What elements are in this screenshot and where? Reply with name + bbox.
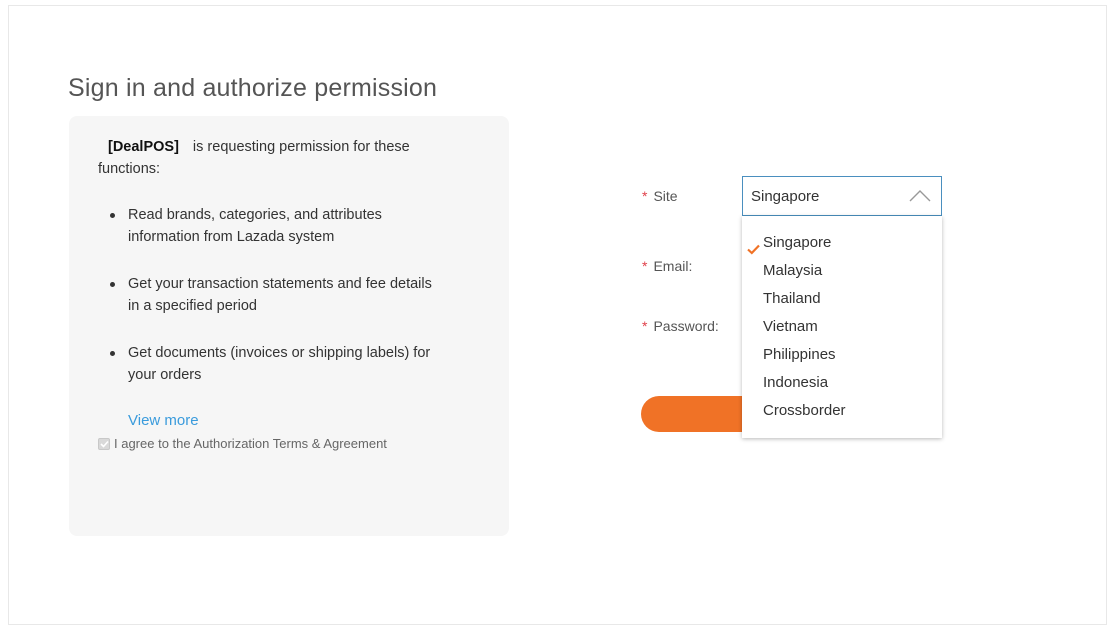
chevron-up-icon: [909, 188, 931, 206]
site-option-label: Indonesia: [763, 374, 829, 391]
site-option-label: Thailand: [763, 290, 821, 307]
required-mark: *: [642, 318, 648, 334]
app-name: [DealPOS]: [108, 139, 179, 155]
permission-list: [106, 204, 436, 411]
site-option-philippines[interactable]: [742, 341, 942, 369]
password-label: [642, 318, 719, 334]
site-option-thailand[interactable]: [742, 285, 942, 313]
site-option-label: Singapore: [763, 234, 832, 251]
permission-panel: [69, 116, 509, 536]
agree-checkbox[interactable]: [98, 438, 110, 450]
email-label: [642, 258, 692, 274]
site-select-value: Singapore: [751, 187, 820, 205]
agree-label: I agree to the Authorization Terms & Agreement: [114, 436, 387, 451]
permission-item-text: Get documents (invoices or shipping labels) for your orders: [128, 345, 431, 383]
permission-intro-text: is requesting permission for these functions:: [98, 139, 410, 177]
site-option-label: Malaysia: [763, 262, 823, 279]
bullet-icon: [110, 213, 115, 218]
permission-item: [106, 204, 436, 248]
site-option-label: Vietnam: [763, 318, 818, 335]
email-label-text: Email:: [653, 258, 693, 274]
checkbox-checked-icon: [100, 440, 109, 448]
view-more-link[interactable]: View more: [128, 412, 199, 429]
site-select[interactable]: [742, 176, 942, 216]
site-dropdown-menu: [742, 216, 942, 438]
required-mark: *: [642, 188, 648, 204]
site-option-label: Crossborder: [763, 402, 846, 419]
bullet-icon: [110, 282, 115, 287]
site-option-malaysia[interactable]: [742, 257, 942, 285]
permission-item: [106, 273, 436, 317]
site-option-indonesia[interactable]: [742, 369, 942, 397]
bullet-icon: [110, 351, 115, 356]
permission-item-text: Get your transaction statements and fee details in a specified period: [128, 276, 432, 314]
site-option-singapore[interactable]: [742, 229, 942, 257]
page-title: Sign in and authorize permission: [68, 74, 438, 102]
required-mark: *: [642, 258, 648, 274]
site-option-crossborder[interactable]: [742, 397, 942, 425]
site-label: [642, 188, 678, 204]
site-option-vietnam[interactable]: [742, 313, 942, 341]
site-option-label: Philippines: [763, 346, 836, 363]
agree-row: [98, 436, 387, 451]
permission-item-text: Read brands, categories, and attributes information from Lazada system: [128, 207, 382, 245]
permission-item: [106, 342, 436, 386]
site-label-text: Site: [653, 188, 678, 204]
password-label-text: Password:: [653, 318, 719, 334]
permission-intro: [98, 136, 438, 180]
